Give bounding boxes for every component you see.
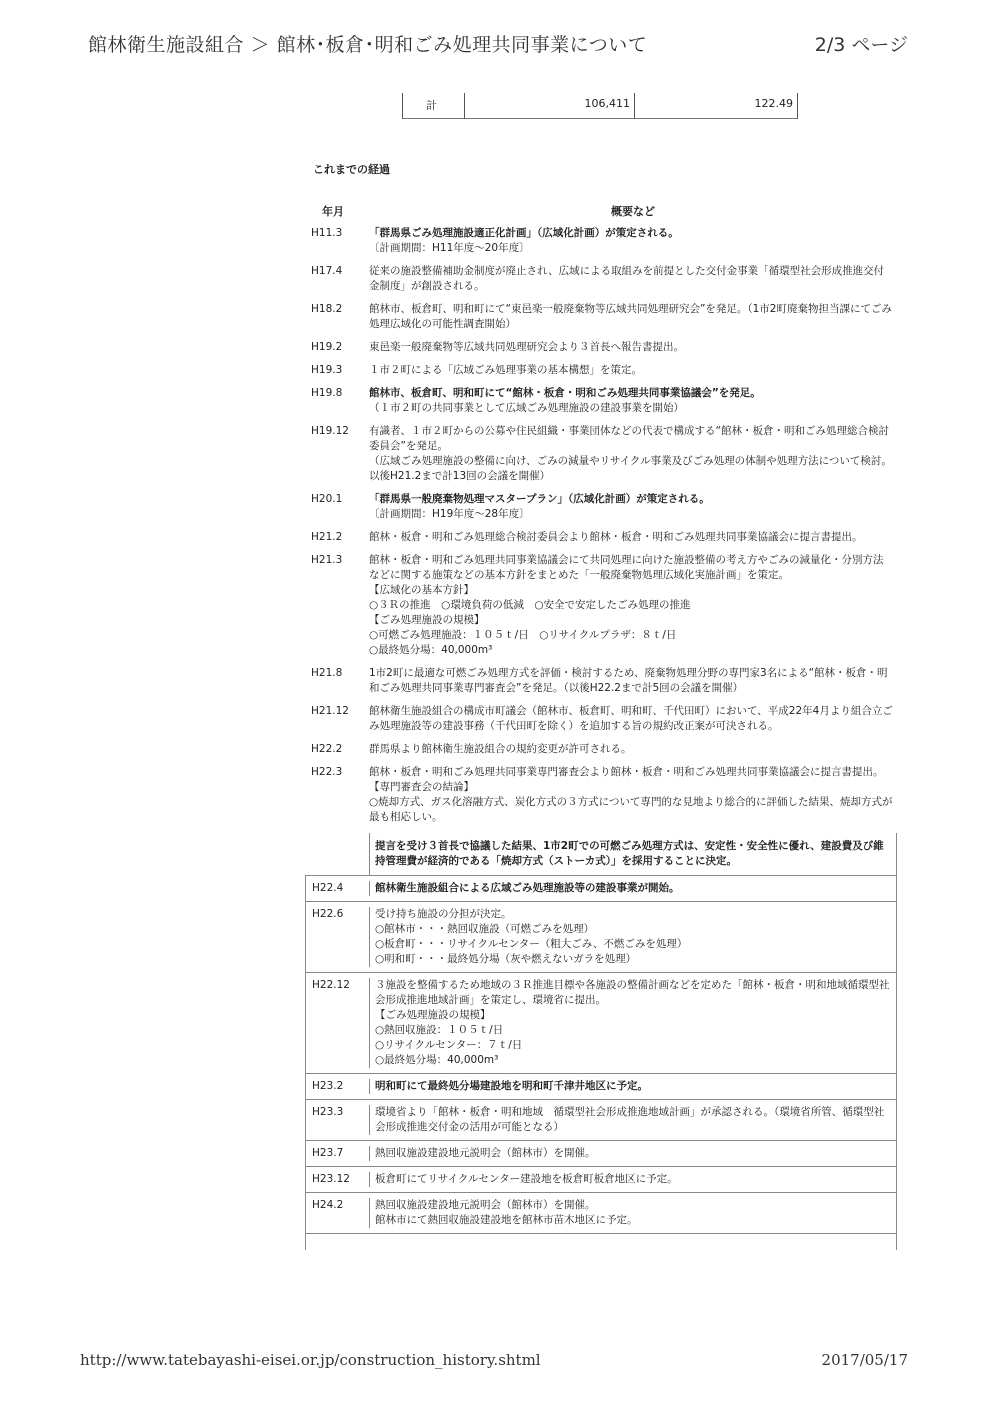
history-line: 〔計画期間：H11年度～20年度〕 xyxy=(369,242,530,254)
history-row xyxy=(306,973,896,1074)
history-line: ○焼却方式、ガス化溶融方式、炭化方式の３方式について専門的な見地より総合的に評価した結果、焼却方式が最も相応しい。 xyxy=(369,796,893,823)
history-row xyxy=(306,902,896,973)
history-line: ３施設を整備するため地域の３Ｒ推進目標や各施設の整備計画などを定めた「館林・板倉・明和地域循環型社会形成推進地域計画」を策定し、環境省に提出。 xyxy=(375,979,890,1006)
history-year: H17.4 xyxy=(311,265,343,277)
history-line: ○板倉町・・・リサイクルセンター（粗大ごみ、不燃ごみを処理） xyxy=(375,938,688,950)
history-description xyxy=(369,363,897,378)
history-description xyxy=(369,386,897,416)
history-line: 館林・板倉・明和ごみ処理共同事業協議会にて共同処理に向けた施設整備の考え方やごみの減量化・分別方法などに関する施策などの基本方針をまとめた「一般廃棄物処理広域化実施計画」を策定。 xyxy=(369,554,884,581)
history-description xyxy=(370,1146,896,1161)
history-line: ○館林市・・・熱回収施設（可燃ごみを処理） xyxy=(375,923,595,935)
history-line: 「群馬県一般廃棄物処理マスタープラン」（広域化計画）が策定される。 xyxy=(369,493,710,505)
history-row xyxy=(305,264,897,294)
history-year: H21.12 xyxy=(311,705,349,717)
history-year: H19.8 xyxy=(311,387,343,399)
history-line: 館林市、板倉町、明和町にて“館林・板倉・明和ごみ処理共同事業協議会”を発足。 xyxy=(369,387,761,399)
history-year: H19.2 xyxy=(311,341,343,353)
history-line: 館林衛生施設組合の構成市町議会（館林市、板倉町、明和町、千代田町）において、平成22年4月より組合立ごみ処理施設等の建設事務（千代田町を除く）を追加する旨の規約改正案が可決される。 xyxy=(369,705,893,732)
total-value-1: 106,411 xyxy=(584,97,630,110)
history-year: H22.2 xyxy=(311,743,343,755)
history-row xyxy=(305,226,897,256)
history-row xyxy=(305,553,897,658)
history-row xyxy=(305,666,897,696)
history-year: H23.12 xyxy=(306,1172,370,1187)
history-line: 東邑楽一般廃棄物等広域共同処理研究会より３首長へ報告書提出。 xyxy=(369,341,684,353)
print-date: 2017/05/17 xyxy=(821,1351,908,1369)
history-year: H24.2 xyxy=(306,1198,370,1228)
history-line: ○可燃ごみ処理施設：１０５ｔ/日 ○リサイクルプラザ：８ｔ/日 xyxy=(369,629,677,641)
print-footer xyxy=(80,1351,908,1375)
history-line: 環境省より「館林・板倉・明和地域 循環型社会形成推進地域計画」が承認される。（環境省所管、循環型社会形成推進交付金の活用が可能となる） xyxy=(375,1106,885,1133)
history-line: 明和町にて最終処分場建設地を明和町千津井地区に予定。 xyxy=(375,1080,648,1092)
history-description xyxy=(369,666,897,696)
history-description xyxy=(370,1105,896,1135)
history-line: 群馬県より館林衛生施設組合の規約変更が許可される。 xyxy=(369,743,632,755)
history-description xyxy=(369,742,897,757)
history-boxed-section xyxy=(305,833,897,1250)
history-line: 有識者、１市２町からの公募や住民組織・事業団体などの代表で構成する“館林・板倉・明和ごみ処理総合検討委員会”を発足。 xyxy=(369,425,889,452)
history-line: 〔計画期間：H19年度～28年度〕 xyxy=(369,508,530,520)
history-year: H11.3 xyxy=(311,227,343,239)
history-description xyxy=(370,907,896,967)
history-line: 熱回収施設建設地元説明会（館林市）を開催。 xyxy=(375,1199,596,1211)
total-row xyxy=(402,93,798,119)
history-row xyxy=(305,363,897,378)
history-line: 熱回収施設建設地元説明会（館林市）を開催。 xyxy=(375,1147,596,1159)
history-description xyxy=(369,424,897,484)
history-row xyxy=(305,742,897,757)
history-line: 【広域化の基本方針】 xyxy=(369,584,474,596)
history-line: 館林市にて熱回収施設建設地を館林市苗木地区に予定。 xyxy=(375,1214,638,1226)
history-description xyxy=(369,492,897,522)
history-line: 【専門審査会の結論】 xyxy=(369,781,474,793)
history-line: 館林・板倉・明和ごみ処理共同事業専門審査会より館林・板倉・明和ごみ処理共同事業協議会に提言書提出。 xyxy=(369,766,884,778)
total-value-2: 122.49 xyxy=(754,97,793,110)
section-title: これまでの経過 xyxy=(313,163,390,176)
history-line: ○明和町・・・最終処分場（灰や燃えないガラを処理） xyxy=(375,953,637,965)
history-line: ○リサイクルセンター：７ｔ/日 xyxy=(375,1039,523,1051)
history-year: H22.12 xyxy=(306,978,370,1068)
history-description xyxy=(370,881,896,896)
history-line: 館林市、板倉町、明和町にて“東邑楽一般廃棄物等広域共同処理研究会”を発足。（1市2町廃棄物担当課にてごみ処理広域化の可能性調査開始） xyxy=(369,303,892,330)
history-description xyxy=(369,226,897,256)
page-url: http://www.tatebayashi-eisei.or.jp/construction_history.shtml xyxy=(80,1351,541,1369)
conclusion-note: 提言を受け３首長で協議した結果、1市2町での可燃ごみ処理方式は、安定性・安全性に優れ、建設費及び維持管理費が経済的である「焼却方式（ストーカ式）」を採用することに決定。 xyxy=(369,833,897,875)
history-row xyxy=(306,1074,896,1100)
history-year: H21.8 xyxy=(311,667,343,679)
print-header xyxy=(88,30,908,60)
breadcrumb: 館林衛生施設組合 ＞ 館林･板倉･明和ごみ処理共同事業について xyxy=(88,34,648,56)
history-line: １市２町による「広域ごみ処理事業の基本構想」を策定。 xyxy=(369,364,642,376)
history-line: 館林・板倉・明和ごみ処理総合検討委員会より館林・板倉・明和ごみ処理共同事業協議会に提言書提出。 xyxy=(369,531,863,543)
history-year: H18.2 xyxy=(311,303,343,315)
history-year: H22.3 xyxy=(311,766,343,778)
history-rows xyxy=(305,226,897,825)
history-row xyxy=(306,1167,896,1193)
history-row xyxy=(306,876,896,902)
history-row xyxy=(305,704,897,734)
history-line: 板倉町にてリサイクルセンター建設地を板倉町板倉地区に予定。 xyxy=(375,1173,678,1185)
history-line: 「群馬県ごみ処理施設適正化計画」（広域化計画）が策定される。 xyxy=(369,227,679,239)
history-row xyxy=(305,302,897,332)
history-line: ○３Ｒの推進 ○環境負荷の低減 ○安全で安定したごみ処理の推進 xyxy=(369,599,691,611)
history-row xyxy=(306,1141,896,1167)
history-year: H21.2 xyxy=(311,531,343,543)
history-description xyxy=(369,704,897,734)
history-description xyxy=(369,765,897,825)
history-year: H23.3 xyxy=(306,1105,370,1135)
history-line: （広域ごみ処理施設の整備に向け、ごみの減量やリサイクル事業及びごみ処理の体制や処理方法について検討。以後H21.2まで計13回の会議を開催） xyxy=(369,455,892,482)
history-description xyxy=(369,530,897,545)
history-line: 1市2町に最適な可燃ごみ処理方式を評価・検討するため、廃棄物処理分野の専門家3名による“館林・板倉・明和ごみ処理共同事業専門審査会”を発足。（以後H22.2まで計5回の会議を開催） xyxy=(369,667,888,694)
history-row xyxy=(305,340,897,355)
history-table xyxy=(305,204,897,1250)
history-row xyxy=(305,386,897,416)
history-line: 館林衛生施設組合による広域ごみ処理施設等の建設事業が開始。 xyxy=(375,882,680,894)
history-line: ○熱回収施設：１０５ｔ/日 xyxy=(375,1024,504,1036)
history-line: 従来の施設整備補助金制度が廃止され、広域による取組みを前提とした交付金事業「循環型社会形成推進交付金制度」が創設される。 xyxy=(369,265,885,292)
total-label: 計 xyxy=(426,99,437,112)
history-line: （１市２町の共同事業として広域ごみ処理施設の建設事業を開始） xyxy=(369,402,684,414)
history-boxed-rows xyxy=(305,875,897,1234)
history-line: 【ごみ処理施設の規模】 xyxy=(369,614,485,626)
header-description: 概要など xyxy=(611,205,655,218)
history-year: H22.6 xyxy=(306,907,370,967)
history-year: H19.3 xyxy=(311,364,343,376)
history-year: H19.12 xyxy=(311,425,349,437)
history-row xyxy=(305,492,897,522)
page-number: 2/3 ページ xyxy=(814,34,908,56)
history-year: H21.3 xyxy=(311,554,343,566)
history-description xyxy=(369,340,897,355)
history-line: 【ごみ処理施設の規模】 xyxy=(375,1009,491,1021)
history-row xyxy=(305,424,897,484)
history-description xyxy=(369,264,897,294)
history-line: ○最終処分場：40,000m³ xyxy=(369,644,493,656)
history-year: H23.7 xyxy=(306,1146,370,1161)
history-row xyxy=(306,1100,896,1141)
history-description xyxy=(370,1198,896,1228)
history-description xyxy=(370,978,896,1068)
history-line: 受け持ち施設の分担が決定。 xyxy=(375,908,512,920)
history-year: H20.1 xyxy=(311,493,343,505)
header-year: 年月 xyxy=(322,205,344,218)
history-description xyxy=(370,1079,896,1094)
history-year: H23.2 xyxy=(306,1079,370,1094)
history-description xyxy=(369,302,897,332)
history-line: ○最終処分場：40,000m³ xyxy=(375,1054,499,1066)
table-continuation xyxy=(305,1234,897,1250)
history-year: H22.4 xyxy=(306,881,370,896)
history-row xyxy=(306,1193,896,1234)
history-row xyxy=(305,530,897,545)
history-description xyxy=(369,553,897,658)
history-row xyxy=(305,765,897,825)
history-header xyxy=(305,204,897,226)
history-description xyxy=(370,1172,896,1187)
